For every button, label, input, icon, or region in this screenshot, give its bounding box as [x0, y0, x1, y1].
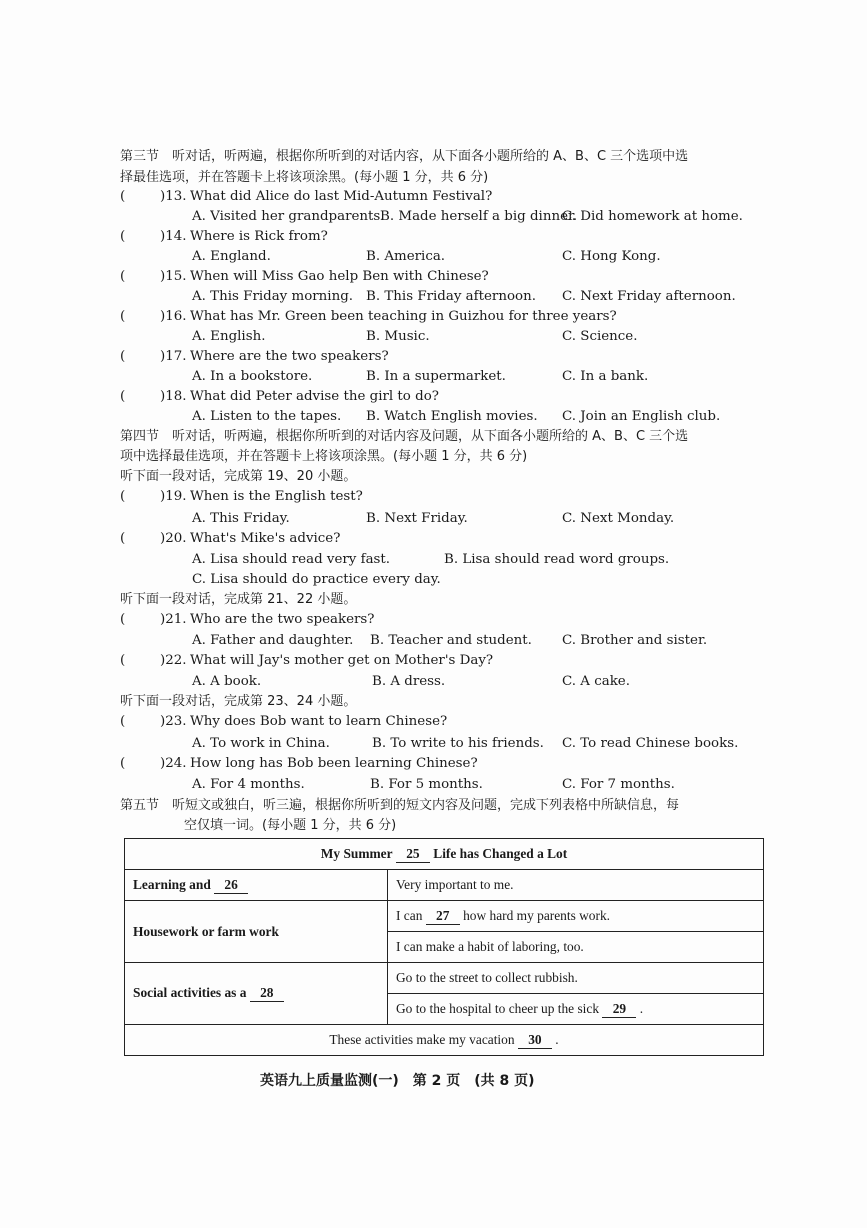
blank-29[interactable]: 29: [602, 1001, 636, 1018]
option-14-b: B. America.: [366, 249, 446, 264]
question-17-text: Where are the two speakers?: [190, 349, 389, 364]
paren-21[interactable]: (: [120, 612, 126, 627]
option-23-a: A. To work in China.: [192, 736, 330, 751]
question-14-number: )14.: [160, 229, 187, 244]
option-18-a: A. Listen to the tapes.: [192, 409, 342, 424]
paren-23[interactable]: (: [120, 714, 126, 729]
section-5-instruction-line2: 空仅填一词。(每小题 1 分，共 6 分): [184, 818, 397, 833]
row-social-text2: [388, 994, 764, 1025]
section-4-instruction-line1: 第四节 听对话，听两遍，根据你所听到的对话内容及问题，从下面各小题所给的 A、B、C 三个选: [120, 429, 689, 444]
blank-26[interactable]: 26: [214, 877, 248, 894]
table-title-cell: [125, 839, 764, 870]
option-20-b: B. Lisa should read word groups.: [444, 552, 670, 567]
question-19-number: )19.: [160, 489, 187, 504]
option-24-c: C. For 7 months.: [562, 777, 675, 792]
option-15-c: C. Next Friday afternoon.: [562, 289, 736, 304]
option-13-a: A. Visited her grandparents.: [192, 209, 385, 224]
dialogue-intro-21-22: 听下面一段对话，完成第 21、22 小题。: [120, 592, 357, 607]
summary-post: .: [555, 1031, 559, 1047]
option-16-c: C. Science.: [562, 329, 638, 344]
row-housework-text1: [388, 901, 764, 932]
social-label: Social activities as a: [133, 985, 247, 1000]
summer-table: [124, 838, 764, 1056]
row-social-label: [125, 963, 388, 1025]
row-learning-label: [125, 870, 388, 901]
option-14-a: A. England.: [192, 249, 271, 264]
section-3-instruction-line2: 择最佳选项，并在答题卡上将该项涂黑。(每小题 1 分，共 6 分): [120, 170, 489, 185]
section-4-instruction-line2: 项中选择最佳选项，并在答题卡上将该项涂黑。(每小题 1 分，共 6 分): [120, 449, 528, 464]
question-14-text: Where is Rick from?: [190, 229, 328, 244]
question-13-text: What did Alice do last Mid-Autumn Festival?: [190, 189, 493, 204]
option-13-b: B. Made herself a big dinner.: [380, 209, 578, 224]
row-housework-label: [125, 901, 388, 963]
question-15-number: )15.: [160, 269, 187, 284]
question-24-number: )24.: [160, 756, 187, 771]
dialogue-intro-23-24: 听下面一段对话，完成第 23、24 小题。: [120, 694, 357, 709]
option-20-a: A. Lisa should read very fast.: [192, 552, 391, 567]
question-16-text: What has Mr. Green been teaching in Guizhou for three years?: [190, 309, 617, 324]
option-21-c: C. Brother and sister.: [562, 633, 708, 648]
housework-text1-pre: I can: [396, 907, 423, 923]
option-14-c: C. Hong Kong.: [562, 249, 661, 264]
option-17-b: B. In a supermarket.: [366, 369, 506, 384]
option-19-b: B. Next Friday.: [366, 511, 468, 526]
row-social-text1: Go to the street to collect rubbish.: [388, 963, 764, 994]
section-3-instruction-line1: 第三节 听对话，听两遍，根据你所听到的对话内容，从下面各小题所给的 A、B、C 三个选项中选: [120, 149, 689, 164]
learning-label: Learning and: [133, 876, 211, 892]
question-23-number: )23.: [160, 714, 187, 729]
paren-24[interactable]: (: [120, 756, 126, 771]
paren-20[interactable]: (: [120, 531, 126, 546]
table-title-pre: My Summer: [320, 845, 393, 861]
question-17-number: )17.: [160, 349, 187, 364]
paren-15[interactable]: (: [120, 269, 126, 284]
option-19-a: A. This Friday.: [192, 511, 290, 526]
paren-19[interactable]: (: [120, 489, 126, 504]
option-22-c: C. A cake.: [562, 674, 630, 689]
question-20-number: )20.: [160, 531, 187, 546]
question-13-number: )13.: [160, 189, 187, 204]
paren-13[interactable]: (: [120, 189, 126, 204]
option-21-b: B. Teacher and student.: [370, 633, 532, 648]
option-19-c: C. Next Monday.: [562, 511, 675, 526]
blank-30[interactable]: 30: [518, 1032, 552, 1049]
question-19-text: When is the English test?: [190, 489, 363, 504]
option-15-b: B. This Friday afternoon.: [366, 289, 536, 304]
paren-14[interactable]: (: [120, 229, 126, 244]
question-16-number: )16.: [160, 309, 187, 324]
blank-28[interactable]: 28: [250, 985, 284, 1002]
question-18-number: )18.: [160, 389, 187, 404]
row-learning-text: Very important to me.: [388, 870, 764, 901]
question-21-text: Who are the two speakers?: [190, 612, 375, 627]
section-5-instruction-line1: 第五节 听短文或独白，听三遍，根据你所听到的短文内容及问题，完成下列表格中所缺信息，每: [120, 798, 680, 813]
option-16-a: A. English.: [192, 329, 266, 344]
option-18-b: B. Watch English movies.: [366, 409, 538, 424]
option-24-b: B. For 5 months.: [370, 777, 483, 792]
row-housework-text2: I can make a habit of laboring, too.: [388, 932, 764, 963]
option-23-c: C. To read Chinese books.: [562, 736, 739, 751]
table-title-post: Life has Changed a Lot: [433, 845, 568, 861]
paren-22[interactable]: (: [120, 653, 126, 668]
question-22-number: )22.: [160, 653, 187, 668]
option-20-c: C. Lisa should do practice every day.: [192, 572, 441, 587]
option-13-c: C. Did homework at home.: [562, 209, 743, 224]
question-20-text: What's Mike's advice?: [190, 531, 341, 546]
option-22-b: B. A dress.: [372, 674, 446, 689]
question-24-text: How long has Bob been learning Chinese?: [190, 756, 478, 771]
social-text2-post: .: [639, 1000, 644, 1016]
option-15-a: A. This Friday morning.: [192, 289, 354, 304]
dialogue-intro-19-20: 听下面一段对话，完成第 19、20 小题。: [120, 469, 357, 484]
blank-27[interactable]: 27: [426, 908, 460, 925]
option-17-c: C. In a bank.: [562, 369, 649, 384]
page-footer: 英语九上质量监测(一) 第 2 页 (共 8 页): [260, 1073, 535, 1089]
social-text2-pre: Go to the hospital to cheer up the sick: [396, 1000, 600, 1016]
blank-25[interactable]: 25: [396, 846, 430, 863]
summary-pre: These activities make my vacation: [329, 1031, 515, 1047]
row-summary: [125, 1025, 764, 1056]
question-23-text: Why does Bob want to learn Chinese?: [190, 714, 448, 729]
option-23-b: B. To write to his friends.: [372, 736, 544, 751]
paren-17[interactable]: (: [120, 349, 126, 364]
option-21-a: A. Father and daughter.: [192, 633, 354, 648]
question-22-text: What will Jay's mother get on Mother's Day?: [190, 653, 494, 668]
question-21-number: )21.: [160, 612, 187, 627]
housework-label: Housework or farm work: [133, 923, 279, 939]
paren-18[interactable]: (: [120, 389, 126, 404]
option-18-c: C. Join an English club.: [562, 409, 721, 424]
paren-16[interactable]: (: [120, 309, 126, 324]
question-15-text: When will Miss Gao help Ben with Chinese?: [190, 269, 489, 284]
question-18-text: What did Peter advise the girl to do?: [190, 389, 439, 404]
housework-text1-post: how hard my parents work.: [463, 907, 611, 923]
option-24-a: A. For 4 months.: [192, 777, 305, 792]
option-16-b: B. Music.: [366, 329, 430, 344]
option-22-a: A. A book.: [192, 674, 262, 689]
option-17-a: A. In a bookstore.: [192, 369, 313, 384]
